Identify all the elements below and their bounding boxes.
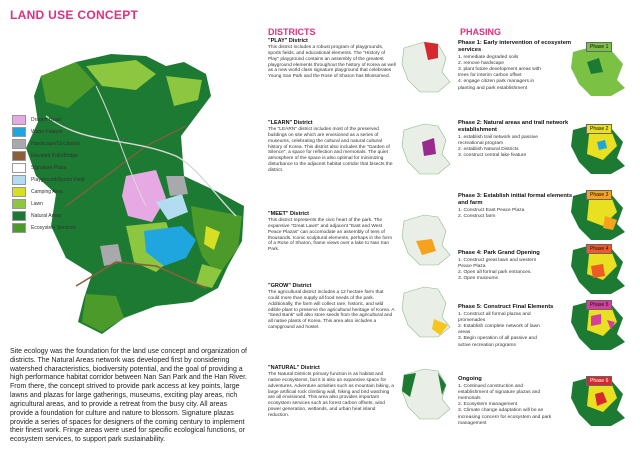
page-title: LAND USE CONCEPT — [10, 8, 139, 22]
phase-heading: Ongoing — [458, 376, 482, 382]
legend-swatch — [12, 199, 26, 209]
phase-item: 2. remove hardscape — [458, 61, 504, 67]
legend-swatch — [12, 163, 26, 173]
legend-swatch — [12, 211, 26, 221]
phase-item: memorials — [458, 396, 481, 402]
legend-swatch — [12, 139, 26, 149]
district-name: "MEET" District — [268, 211, 309, 217]
legend-label: Signature Plaza — [31, 164, 67, 171]
phase-item: increasing concern for ecosystem and park — [458, 414, 552, 420]
legend-swatch — [12, 115, 26, 125]
phase-5-tag: Phase 5 — [586, 300, 612, 310]
phase-item: Peace Plaza — [458, 264, 486, 270]
legend-item-playground — [12, 174, 122, 185]
phase-item: 3. plant future development areas with — [458, 67, 541, 73]
phase-item: 1. Continued construction and — [458, 383, 523, 389]
legend-swatch — [12, 187, 26, 197]
district-text: The agricultural district includes a 12 hectare farm that could more than supply all food needs of the park. Additionally, the farm will collect rare, historic, and wild edible plant to preserve the agricultural heritage of Korea. A "Seed Bank" will also store seeds from the agricultural and all native plants of Korea. This area also includes a campground and hostel. — [268, 290, 395, 331]
legend-swatch — [12, 151, 26, 161]
district-text: This district represents the civic heart of the park. The expansive "Great Lawn" and adjacent "East and West Peace Plazas" can accomodate an assembly of tens of thousands. Iconic sculptural elements, perhaps in the form of a Rose of Sharon, frame views over a lake to Nan San Park. — [268, 218, 392, 253]
phase-item: planting and park establishment — [458, 85, 528, 91]
phase-item: 1. Construct East Peace Plaza — [458, 207, 525, 213]
legend-item-signature-plaza — [12, 162, 122, 173]
phase-item: 1. Construct all formal plazas and — [458, 311, 531, 317]
phase-2-tag: Phase 2 — [586, 124, 612, 134]
phase-item: promenades — [458, 318, 486, 324]
phase-item: 3. construct central lake feature — [458, 153, 527, 159]
phase-item: 2. Construct farm — [458, 214, 496, 220]
legend-label: Hardscape/Circulation — [31, 140, 81, 147]
legend-item-dragon-head — [12, 114, 122, 125]
legend-label: Ecosystem Services — [31, 224, 77, 231]
district-natural — [268, 365, 396, 419]
phase-items — [458, 55, 578, 92]
district-learn-map — [398, 120, 454, 178]
district-natural-map — [398, 365, 454, 423]
phase-item: 1. establish trail network and passive — [458, 134, 538, 140]
phase-4-tag: Phase 4 — [586, 244, 612, 254]
district-name: "LEARN" District — [268, 120, 313, 126]
legend-label: Lawn — [31, 200, 43, 207]
district-grow-map — [398, 283, 454, 341]
phase-item: trees for interim carbon offset — [458, 73, 522, 79]
district-grow — [268, 283, 396, 331]
phase-items — [458, 312, 578, 349]
legend-swatch — [12, 223, 26, 233]
phase-item: 2. establish Natural Districts — [458, 147, 519, 153]
phase-item: 3. Open museums — [458, 276, 498, 282]
phase-heading: Phase 4: Park Grand Opening — [458, 250, 540, 256]
districts-title: DISTRICTS — [268, 27, 316, 37]
legend-label: Water Feature — [31, 128, 63, 135]
legend-item-ecosystem-services — [12, 222, 122, 233]
legend-swatch — [12, 127, 26, 137]
phase-4 — [458, 250, 578, 282]
phase-item: 2. Establish complete network of lawn — [458, 324, 540, 330]
phase-items — [458, 258, 578, 283]
district-name: "NATURAL" District — [268, 365, 320, 371]
phasing-title: PHASING — [460, 27, 502, 37]
district-play-map — [398, 38, 454, 96]
map-legend — [12, 114, 122, 234]
phase-heading: Phase 2: Natural areas and trail network establishment — [458, 120, 569, 133]
district-meet-map — [398, 211, 454, 269]
phase-heading: Phase 5: Construct Final Elements — [458, 304, 554, 310]
legend-label: Elevated Path/Bridge — [31, 152, 78, 159]
legend-item-water-feature — [12, 126, 122, 137]
phase-6-tag: Phase 6 — [586, 376, 612, 386]
legend-item-lawn — [12, 198, 122, 209]
district-text: The Natural Districts primary function is as habitat and native ecosystems, but it is also an expansive space for adventures. Adventure activities such as mountain biking, a large artificial rock climbing wall, hiking and bird watching are all envisioned. This area also provides important ecosystem services such as forest carbon offsets, wind power generation, wetlands, and urban heat island reduction. — [268, 372, 394, 418]
phase-item: 1. remediate degraded soils — [458, 54, 519, 60]
phase-items — [458, 384, 578, 427]
legend-label: Camping Area — [31, 188, 63, 195]
phase-item: establishment of signature plazas and — [458, 390, 541, 396]
legend-swatch — [12, 175, 26, 185]
legend-label: Playground/Sports Field — [31, 176, 85, 183]
phase-item: 3. Begin operation of all passive and — [458, 336, 537, 342]
phase-item: 3. Climate change adaptation will be an — [458, 408, 544, 414]
intro-paragraph: Site ecology was the foundation for the land use concept and organization of districts. The Natural Areas network was developed first by considering watershed characteristics, biodiversity potential, and the goal of providing a high performance habitat corridor between Nan San Park and the Han River. From there, the concept strived to provide park access at key points, large lawns and plazas for large gatherings, museums, exciting play areas, rich agricultural areas, and to provide a retreat from the busy city. All areas provide a foundation for culture and nature to blossom. Signature plazas provide a series of spaces for designers of the coming century to implement their finest work. Fringe areas were used for specific ecological functions, or ecosystem services, to support park sustainability. — [10, 348, 247, 444]
phase-1-tag: Phase 1 — [586, 42, 612, 52]
legend-item-camping — [12, 186, 122, 197]
district-learn — [268, 120, 396, 174]
phase-5 — [458, 304, 578, 349]
district-play — [268, 38, 396, 80]
phase-heading: Phase 3: Establish initial formal elements and farm — [458, 193, 573, 206]
phase-2 — [458, 120, 578, 159]
district-meet — [268, 211, 396, 253]
legend-label: Natural Areas — [31, 212, 62, 219]
phase-item: 2. Ecosystem management — [458, 402, 518, 408]
phase-items — [458, 135, 578, 160]
phase-item: 1. Construct great lawn and western — [458, 257, 537, 263]
phase-item: 2. Open all formal park entrances. — [458, 270, 532, 276]
phase-3-tag: Phase 3 — [586, 190, 612, 200]
phase-1 — [458, 40, 578, 92]
phase-item: areas — [458, 330, 471, 336]
legend-item-natural-areas — [12, 210, 122, 221]
legend-item-hardscape — [12, 138, 122, 149]
legend-label: Dragon Head — [31, 116, 61, 123]
phase-items — [458, 208, 578, 220]
phase-item: active recreation programs — [458, 342, 516, 348]
phase-3 — [458, 193, 578, 220]
district-name: "PLAY" District — [268, 38, 308, 44]
phase-ongoing — [458, 376, 578, 427]
district-text: The "LEARN" district includes most of the preserved buildings on site which are envisioned as a series of museums, celebrating the cultural and natural cultural history of Korea. This district also includes the "Garden of Silence", a space for reflection and memorials. The quiet atmosphere of the space is also optimal for minimizing disturbance to the adjacent habitat corridor that bisects the district. — [268, 127, 393, 173]
phase-item: 4. engage citizen park managers in — [458, 79, 535, 85]
phase-heading: Phase 1: Early intervention of ecosystem services — [458, 40, 572, 53]
district-name: "GROW" District — [268, 283, 312, 289]
legend-item-elevated-path — [12, 150, 122, 161]
phase-item: management — [458, 420, 487, 426]
phase-item: recreational program — [458, 141, 504, 147]
district-text: This district includes a robust program of playgrounds, sports fields, and educational elements. The "History of Play" playground contains an assembly of the greatest playground elements throughout the history of Korea as well as a new world class signature playground that celebrates Young San Park and the Rose of Sharon has Blossomed. — [268, 45, 396, 80]
